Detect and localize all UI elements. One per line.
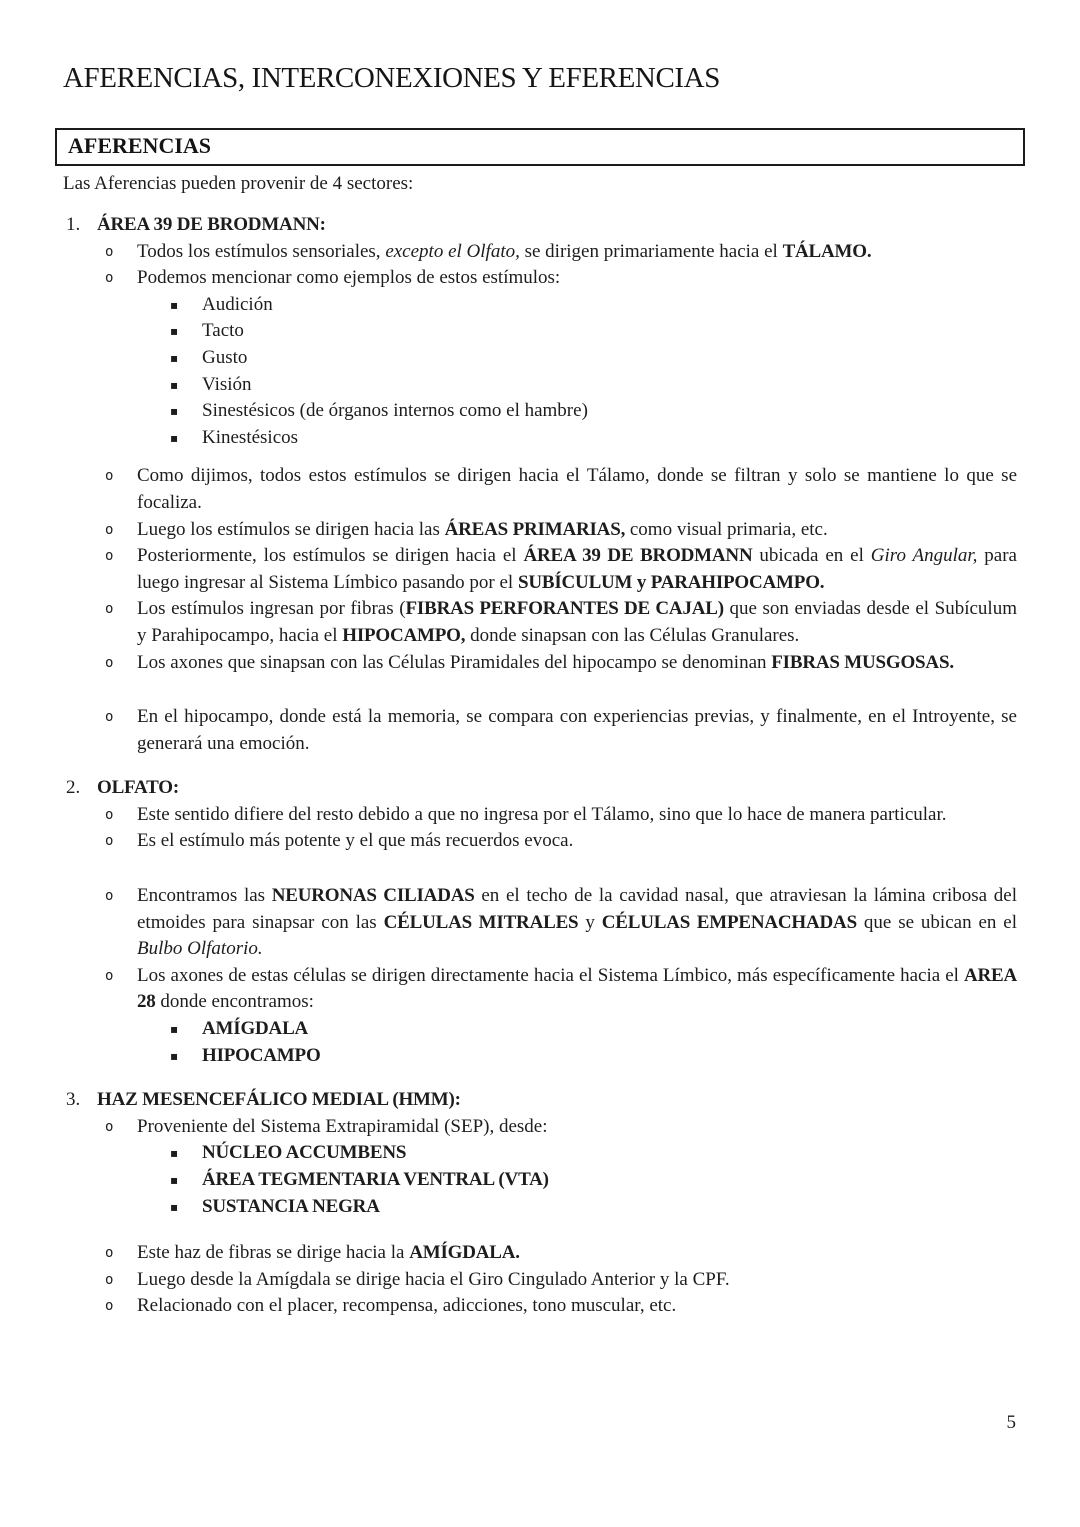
bullet-item bbox=[63, 596, 1017, 649]
text-run: donde encontramos: bbox=[155, 991, 314, 1013]
text-run: Tacto bbox=[202, 320, 244, 342]
item-text bbox=[137, 517, 1017, 544]
text-run: como visual primaria, etc. bbox=[625, 518, 828, 540]
page-number: 5 bbox=[1006, 1412, 1016, 1433]
circle-bullet-icon: o bbox=[105, 243, 114, 260]
spacer bbox=[63, 451, 1017, 463]
square-bullet-icon: ▪ bbox=[170, 297, 179, 312]
item-text bbox=[202, 1140, 1017, 1167]
text-run: TÁLAMO. bbox=[782, 240, 872, 262]
bullet-item bbox=[63, 1293, 1017, 1320]
square-bullet-icon: ▪ bbox=[170, 1048, 179, 1063]
item-text bbox=[137, 239, 1017, 266]
text-run: ÁREA 39 DE BRODMANN: bbox=[97, 214, 326, 235]
text-run: NÚCLEO ACCUMBENS bbox=[202, 1142, 407, 1164]
text-run: en el techo de la cavidad nasal, que atraviesan la lámina cribosa del etmoides para sinapsar con las bbox=[137, 885, 1017, 933]
text-run: Luego desde la Amígdala se dirige hacia el Giro Cingulado Anterior y la CPF. bbox=[137, 1268, 730, 1290]
circle-bullet-icon: o bbox=[105, 709, 114, 726]
square-bullet-icon: ▪ bbox=[170, 1146, 179, 1161]
section-header-box bbox=[55, 128, 1025, 166]
circle-bullet-icon: o bbox=[105, 967, 114, 984]
square-bullet-icon: ▪ bbox=[170, 1173, 179, 1187]
item-text bbox=[97, 775, 1017, 802]
item-text bbox=[202, 398, 1017, 425]
item-text bbox=[137, 883, 1017, 963]
section-header: AFERENCIAS bbox=[68, 133, 212, 158]
text-run: AMÍGDALA. bbox=[409, 1242, 520, 1264]
circle-bullet-icon: o bbox=[105, 806, 114, 823]
bullet-item bbox=[63, 828, 1017, 855]
sub-bullet-item bbox=[63, 1194, 1017, 1221]
text-run: Giro Angular, bbox=[870, 545, 978, 567]
text-run: SUBÍCULUM y PARAHIPOCAMPO. bbox=[517, 571, 825, 593]
numbered-heading bbox=[63, 775, 1017, 802]
square-bullet-icon: ▪ bbox=[170, 377, 179, 392]
text-run: Es el estímulo más potente y el que más recuerdos evoca. bbox=[137, 830, 574, 852]
text-run: que se ubican en el bbox=[856, 911, 1018, 933]
item-text bbox=[137, 650, 1017, 677]
item-text bbox=[137, 543, 1017, 596]
text-run: Proveniente del Sistema Extrapiramidal (SEP), desde: bbox=[137, 1115, 548, 1137]
intro-text: Las Aferencias pueden provenir de 4 sectores: bbox=[63, 173, 414, 194]
bullet-item bbox=[63, 239, 1017, 266]
bullet-item bbox=[63, 265, 1017, 292]
item-text bbox=[137, 265, 1017, 292]
item-text bbox=[137, 1267, 1017, 1294]
square-bullet-icon: ▪ bbox=[170, 1199, 179, 1214]
numbered-heading bbox=[63, 1087, 1017, 1114]
text-run: Relacionado con el placer, recompensa, adicciones, tono muscular, etc. bbox=[137, 1295, 677, 1317]
item-text bbox=[202, 1167, 1017, 1194]
bullet-item bbox=[63, 802, 1017, 829]
text-run: En el hipocampo, donde está la memoria, se compara con experiencias previas, y finalmente, en el Introyente, se generará una emoción. bbox=[137, 706, 1017, 754]
text-run: Este haz de fibras se dirige hacia la bbox=[137, 1242, 410, 1264]
sub-bullet-item bbox=[63, 1140, 1017, 1167]
text-run: Posteriormente, los estímulos se dirigen hacia el bbox=[137, 545, 524, 567]
circle-bullet-icon: o bbox=[105, 468, 114, 485]
text-run: Como dijimos, todos estos estímulos se dirigen hacia el Tálamo, donde se filtran y solo se mantiene lo que se focaliza. bbox=[137, 465, 1017, 513]
item-text bbox=[137, 963, 1017, 1016]
circle-bullet-icon: o bbox=[105, 521, 114, 538]
list-number: 3. bbox=[66, 1089, 81, 1111]
circle-bullet-icon: o bbox=[105, 1245, 114, 1262]
text-run: Gusto bbox=[202, 346, 248, 368]
sub-bullet-item bbox=[63, 1016, 1017, 1043]
text-run: AREA 28 bbox=[137, 964, 1017, 1013]
text-run: Visión bbox=[202, 373, 252, 395]
item-text bbox=[137, 463, 1017, 516]
item-text bbox=[137, 704, 1017, 757]
text-run: se dirigen primariamente hacia el bbox=[519, 240, 783, 262]
item-text bbox=[202, 1043, 1017, 1070]
circle-bullet-icon: o bbox=[105, 654, 114, 671]
content-list bbox=[63, 212, 1017, 1320]
text-run: y bbox=[578, 911, 602, 933]
item-text bbox=[202, 425, 1017, 452]
text-run: Podemos mencionar como ejemplos de estos estímulos: bbox=[137, 267, 561, 289]
text-run: HAZ MESENCEFÁLICO MEDIAL (HMM): bbox=[97, 1089, 461, 1111]
sub-bullet-item bbox=[63, 1043, 1017, 1070]
bullet-item bbox=[63, 1240, 1017, 1267]
text-run: ÁREA 39 DE BRODMANN bbox=[523, 545, 753, 567]
text-run: ÁREA TEGMENTARIA VENTRAL (VTA) bbox=[202, 1169, 549, 1190]
text-run: FIBRAS PERFORANTES DE CAJAL) bbox=[405, 598, 724, 620]
text-run: SUSTANCIA NEGRA bbox=[202, 1195, 380, 1217]
circle-bullet-icon: o bbox=[105, 1271, 114, 1288]
item-text bbox=[137, 1114, 1017, 1141]
text-run: AMÍGDALA bbox=[202, 1018, 309, 1040]
sub-bullet-item bbox=[63, 318, 1017, 345]
bullet-item bbox=[63, 1114, 1017, 1141]
text-run: Los estímulos ingresan por fibras ( bbox=[137, 598, 406, 620]
circle-bullet-icon: o bbox=[105, 1118, 114, 1135]
item-text bbox=[97, 212, 1017, 239]
text-run: para luego ingresar al Sistema Límbico pasando por el bbox=[137, 545, 1017, 593]
circle-bullet-icon: o bbox=[105, 548, 114, 565]
text-run: OLFATO: bbox=[97, 777, 179, 799]
sub-bullet-item bbox=[63, 292, 1017, 319]
bullet-item bbox=[63, 543, 1017, 596]
item-text bbox=[202, 372, 1017, 399]
item-text bbox=[202, 1194, 1017, 1221]
sub-bullet-item bbox=[63, 1167, 1017, 1194]
text-run: Audición bbox=[202, 293, 273, 315]
text-run: Sinestésicos (de órganos internos como el hambre) bbox=[202, 400, 588, 422]
circle-bullet-icon: o bbox=[105, 601, 114, 618]
text-run: Los axones de estas células se dirigen directamente hacia el Sistema Límbico, más específicamente hacia el bbox=[137, 964, 964, 986]
text-run: Este sentido difiere del resto debido a que no ingresa por el Tálamo, sino que lo hace de manera particular. bbox=[137, 803, 947, 825]
item-text bbox=[137, 1293, 1017, 1320]
spacer bbox=[63, 855, 1017, 883]
text-run: Todos los estímulos sensoriales, bbox=[137, 240, 386, 262]
circle-bullet-icon: o bbox=[105, 888, 114, 905]
text-run: que son enviadas desde el Subículum y Parahipocampo, hacia el bbox=[137, 598, 1017, 646]
sub-bullet-item bbox=[63, 425, 1017, 452]
item-text bbox=[202, 318, 1017, 345]
circle-bullet-icon: o bbox=[105, 1298, 114, 1315]
square-bullet-icon: ▪ bbox=[170, 324, 179, 339]
circle-bullet-icon: o bbox=[105, 833, 114, 850]
bullet-item bbox=[63, 704, 1017, 757]
text-run: Encontramos las bbox=[137, 885, 272, 907]
sub-bullet-item bbox=[63, 372, 1017, 399]
bullet-item bbox=[63, 963, 1017, 1016]
list-number: 2. bbox=[66, 777, 81, 799]
square-bullet-icon: ▪ bbox=[170, 404, 179, 419]
bullet-item bbox=[63, 883, 1017, 963]
text-run: HIPOCAMPO bbox=[202, 1044, 321, 1066]
bullet-item bbox=[63, 1267, 1017, 1294]
spacer bbox=[63, 676, 1017, 704]
text-run: Bulbo Olfatorio. bbox=[137, 938, 263, 960]
text-run: FIBRAS MUSGOSAS. bbox=[771, 651, 954, 673]
numbered-heading bbox=[63, 212, 1017, 239]
item-text bbox=[202, 292, 1017, 319]
item-text bbox=[137, 802, 1017, 829]
sub-bullet-item bbox=[63, 398, 1017, 425]
spacer bbox=[63, 1220, 1017, 1240]
list-number: 1. bbox=[66, 214, 81, 235]
item-text bbox=[137, 596, 1017, 649]
text-run: Kinestésicos bbox=[202, 426, 299, 448]
text-run: ÁREAS PRIMARIAS, bbox=[444, 518, 626, 540]
bullet-item bbox=[63, 517, 1017, 544]
bullet-item bbox=[63, 463, 1017, 516]
item-text bbox=[137, 1240, 1017, 1267]
bullet-item bbox=[63, 650, 1017, 677]
item-text bbox=[97, 1087, 1017, 1114]
sub-bullet-item bbox=[63, 345, 1017, 372]
item-text bbox=[202, 1016, 1017, 1043]
text-run: NEURONAS CILIADAS bbox=[271, 885, 475, 907]
page-title: AFERENCIAS, INTERCONEXIONES Y EFERENCIAS bbox=[63, 62, 720, 94]
square-bullet-icon: ▪ bbox=[170, 350, 179, 365]
square-bullet-icon: ▪ bbox=[170, 1022, 179, 1037]
text-run: Luego los estímulos se dirigen hacia las bbox=[137, 518, 445, 540]
circle-bullet-icon: o bbox=[105, 270, 114, 287]
text-run: Los axones que sinapsan con las Células Piramidales del hipocampo se denominan bbox=[137, 651, 772, 673]
text-run: CÉLULAS EMPENACHADAS bbox=[601, 911, 857, 933]
item-text bbox=[202, 345, 1017, 372]
square-bullet-icon: ▪ bbox=[170, 430, 179, 445]
text-run: donde sinapsan con las Células Granulares. bbox=[465, 624, 800, 646]
item-text bbox=[137, 828, 1017, 855]
text-run: CÉLULAS MITRALES bbox=[383, 911, 579, 933]
text-run: HIPOCAMPO, bbox=[342, 624, 466, 646]
text-run: ubicada en el bbox=[752, 545, 871, 567]
text-run: excepto el Olfato, bbox=[385, 240, 520, 262]
